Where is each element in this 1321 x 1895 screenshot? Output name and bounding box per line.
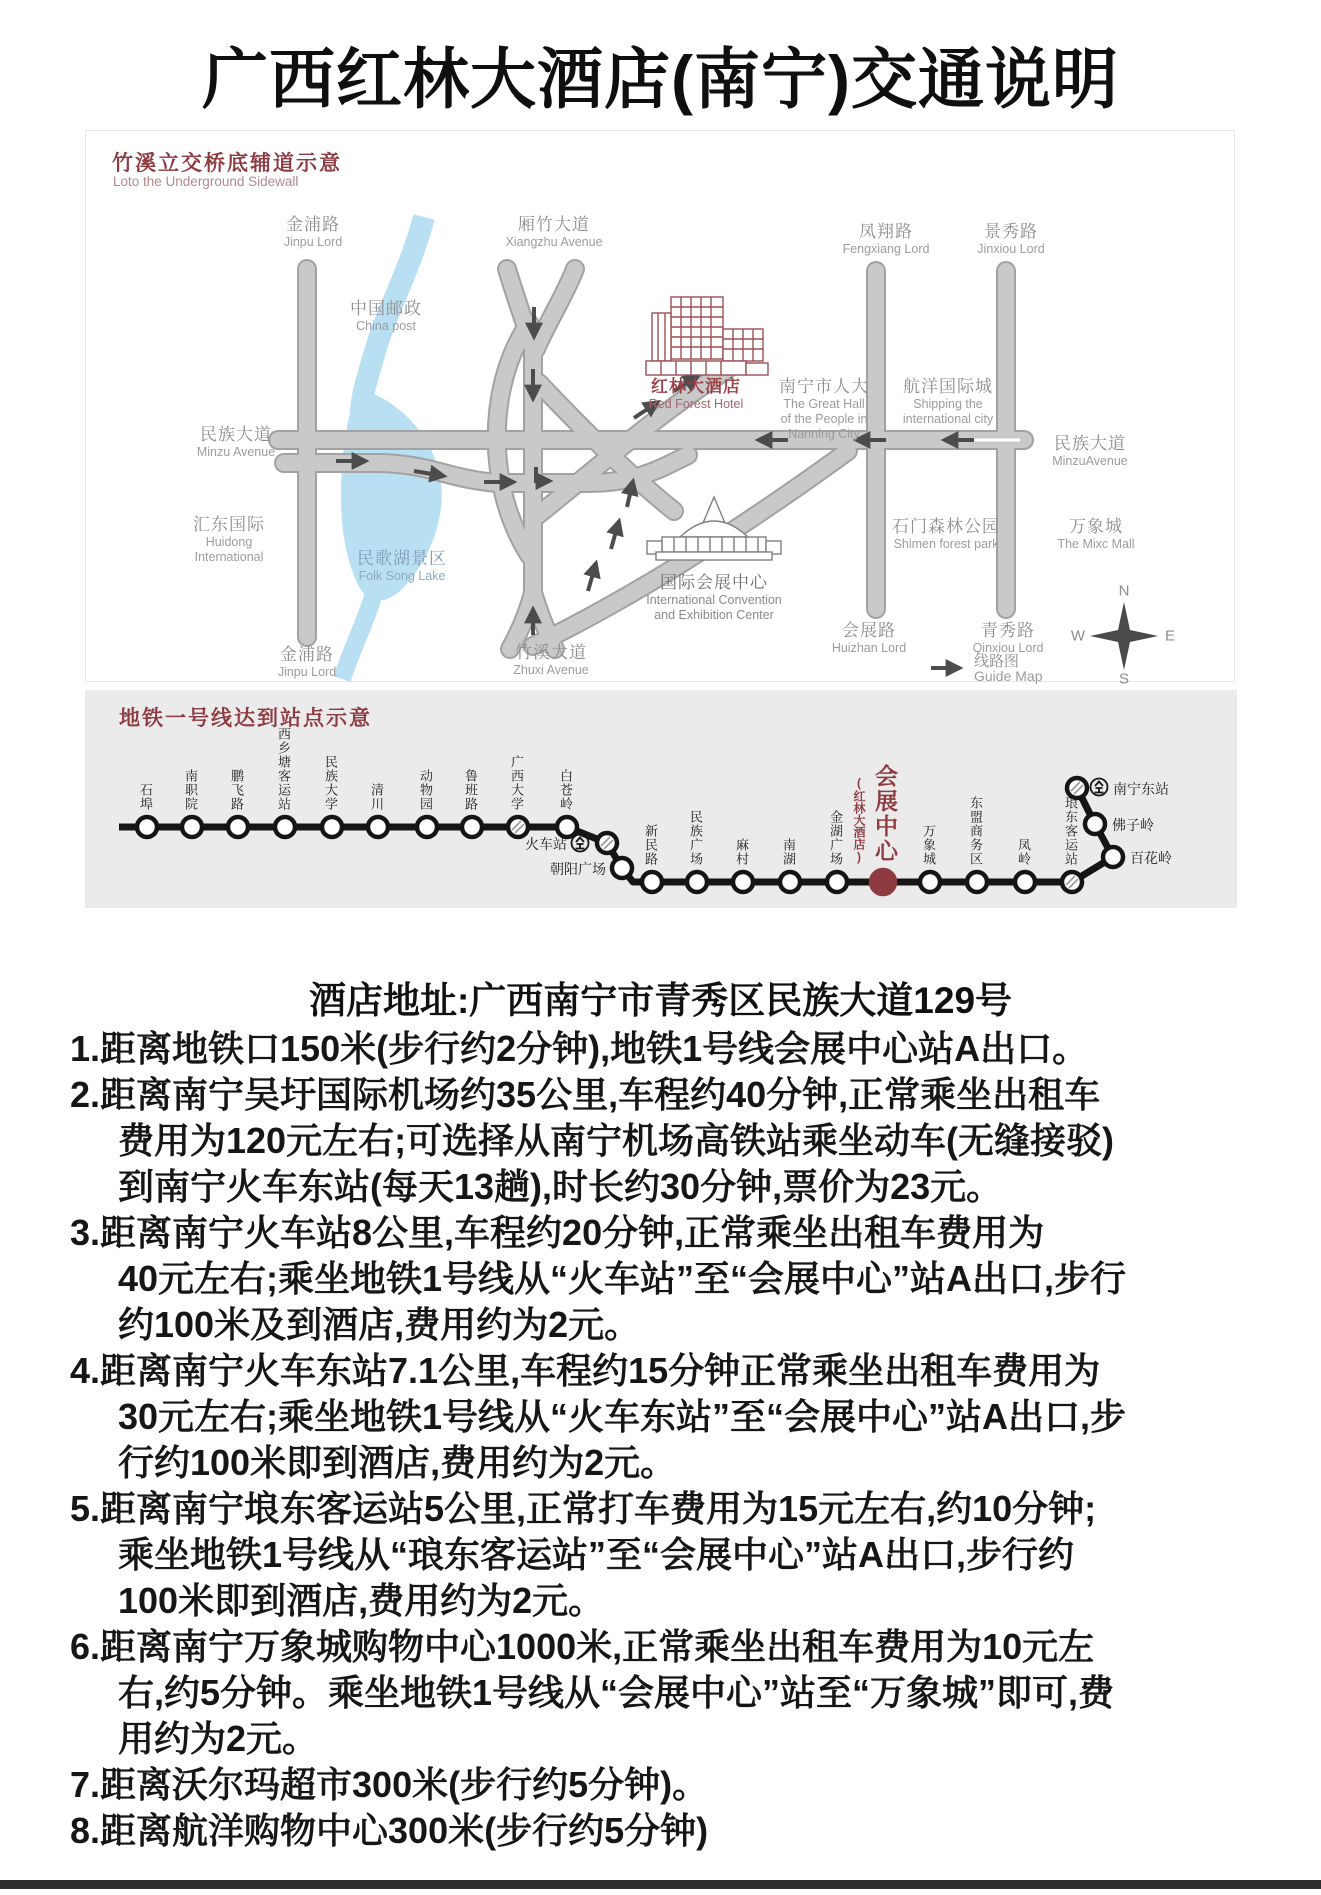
metro-station <box>780 872 800 892</box>
metro-station-label: 凤岭 <box>1016 838 1031 866</box>
compass-n: N <box>1118 582 1130 600</box>
metro-station <box>1062 872 1082 892</box>
list-item <box>70 1762 1262 1808</box>
metro-station-label: 广西大学 <box>509 755 524 811</box>
legend-label-en: Guide Map <box>974 668 1043 684</box>
list-item-line: 5.距离南宁埌东客运站5公里,正常打车费用为15元左右,约10分钟; <box>70 1488 1097 1529</box>
map-label: 厢竹大道 Xiangzhu Avenue <box>505 215 603 250</box>
metro-station-sublabel: (红林大酒店) <box>852 776 866 864</box>
map-label: 民族大道 Minzu Avenue <box>196 425 276 460</box>
railway-icon <box>1091 779 1108 796</box>
hotel-building-icon <box>646 297 768 375</box>
map-label: 南宁市人大 The Great Hall of the People in Nanning City <box>779 377 869 441</box>
transport-list <box>70 1026 1262 1854</box>
map-label: 航洋国际城 Shipping the international city <box>902 377 994 426</box>
metro-station <box>827 872 847 892</box>
metro-station <box>612 858 632 878</box>
list-item-line: 1.距离地铁口150米(步行约2分钟),地铁1号线会展中心站A出口。 <box>70 1028 1089 1069</box>
hotel-address: 酒店地址:广西南宁市青秀区民族大道129号 <box>308 980 1013 1021</box>
metro-station <box>137 817 157 837</box>
compass-e: E <box>1164 627 1176 645</box>
list-item-line: 约100米及到酒店,费用约为2元。 <box>118 1304 641 1345</box>
list-item <box>70 1026 1262 1072</box>
list-item-line: 乘坐地铁1号线从“琅东客运站”至“会展中心”站A出口,步行约 <box>118 1534 1075 1575</box>
map-label: 会展路 Huizhan Lord <box>831 621 907 656</box>
map-label: 中国邮政 China post <box>350 299 422 334</box>
metro-station <box>1015 872 1035 892</box>
metro-station-label: 朝阳广场 <box>550 861 606 877</box>
list-item <box>70 1486 1262 1624</box>
list-item-line: 6.距离南宁万象城购物中心1000米,正常乘坐出租车费用为10元左 <box>70 1626 1095 1667</box>
map-label: 民歌湖景区 Folk Song Lake <box>357 549 447 584</box>
metro-station-label: 民族大学 <box>323 755 338 811</box>
metro-station-label: 麻村 <box>734 838 749 866</box>
list-item-line: 费用为120元左右;可选择从南宁机场高铁站乘坐动车(无缝接驳) <box>118 1120 1115 1161</box>
metro-station-label: 火车站 <box>525 836 567 852</box>
metro-station-label: 鲁班路 <box>463 769 478 811</box>
metro-station <box>462 817 482 837</box>
metro-title: 地铁一号线达到站点示意 <box>119 707 372 730</box>
list-item-line: 30元左右;乘坐地铁1号线从“火车东站”至“会展中心”站A出口,步 <box>118 1396 1127 1437</box>
map-label: 万象城 The Mixc Mall <box>1057 517 1135 552</box>
metro-station-label: 西乡塘客运站 <box>276 727 291 811</box>
metro-station-label: 白苍岭 <box>558 769 573 811</box>
metro-station <box>417 817 437 837</box>
compass-w: W <box>1070 627 1086 645</box>
metro-station <box>597 833 617 853</box>
metro-station <box>368 817 388 837</box>
list-item-line: 7.距离沃尔玛超市300米(步行约5分钟)。 <box>70 1764 709 1805</box>
metro-station-label: 南职院 <box>183 769 198 811</box>
map-label: 竹溪大道 Zhuxi Avenue <box>513 643 589 678</box>
list-item <box>70 1348 1262 1486</box>
metro-station-label: 百花岭 <box>1130 850 1172 866</box>
map-title-zh: 竹溪立交桥底辅道示意 <box>112 152 342 175</box>
list-item-line: 8.距离航洋购物中心300米(步行约5分钟) <box>70 1810 709 1851</box>
metro-station-label-highlight: 会展中心 <box>872 764 898 864</box>
metro-station-label: 动物园 <box>418 769 433 811</box>
page-title: 广西红林大酒店(南宁)交通说明 <box>202 42 1119 116</box>
metro-station-label: 佛子岭 <box>1112 817 1154 833</box>
metro-station <box>322 817 342 837</box>
list-item <box>70 1072 1262 1210</box>
list-item-line: 到南宁火车东站(每天13趟),时长约30分钟,票价为23元。 <box>118 1166 1003 1207</box>
metro-station-label: 鹏飞路 <box>229 769 244 811</box>
metro-station <box>642 872 662 892</box>
map-label: 红林大酒店 Red Forest Hotel <box>648 377 744 412</box>
metro-diagram <box>85 690 1237 908</box>
page-bottom-edge <box>0 1880 1321 1889</box>
list-item-line: 行约100米即到酒店,费用约为2元。 <box>118 1442 677 1483</box>
metro-station-label: 南湖 <box>781 838 796 866</box>
metro-station-label: 万象城 <box>921 824 936 866</box>
metro-station-label: 清川 <box>369 783 384 811</box>
list-item <box>70 1210 1262 1348</box>
list-item-line: 右,约5分钟。乘坐地铁1号线从“会展中心”站至“万象城”即可,费 <box>118 1672 1115 1713</box>
metro-station <box>1067 778 1087 798</box>
map-label: 石门森林公园 Shimen forest park <box>892 517 1000 552</box>
metro-station-label: 新民路 <box>643 824 658 866</box>
map-label: 民族大道 MinzuAvenue <box>1052 434 1128 469</box>
compass-s: S <box>1118 670 1130 688</box>
metro-station <box>182 817 202 837</box>
metro-station <box>1085 814 1105 834</box>
map-title-en: Loto the Underground Sidewall <box>113 174 299 189</box>
railway-icon <box>572 835 589 852</box>
list-item-line: 用约为2元。 <box>118 1718 319 1759</box>
map-label: 凤翔路 Fengxiang Lord <box>842 222 930 257</box>
map-label: 金浦路 Jinpu Lord <box>277 645 337 680</box>
list-item-line: 40元左右;乘坐地铁1号线从“火车站”至“会展中心”站A出口,步行 <box>118 1258 1127 1299</box>
map-label: 汇东国际 Huidong International <box>193 515 265 564</box>
metro-station <box>871 870 895 894</box>
map-label: 金浦路 Jinpu Lord <box>283 215 343 250</box>
metro-station-label: 东盟商务区 <box>968 796 983 866</box>
compass-icon <box>1090 602 1158 670</box>
metro-station-label: 南宁东站 <box>1113 781 1169 797</box>
metro-station-label: 金湖广场 <box>828 810 843 866</box>
metro-station-label: 琅东客运站 <box>1063 796 1078 866</box>
list-item-line: 100米即到酒店,费用约为2元。 <box>118 1580 605 1621</box>
map-label: 青秀路 Qinxiou Lord <box>972 621 1044 656</box>
list-item-line: 4.距离南宁火车东站7.1公里,车程约15分钟正常乘坐出租车费用为 <box>70 1350 1101 1391</box>
list-item-line: 2.距离南宁吴圩国际机场约35公里,车程约40分钟,正常乘坐出租车 <box>70 1074 1101 1115</box>
metro-station-label: 石埠 <box>138 783 153 811</box>
metro-station <box>733 872 753 892</box>
map-label: 景秀路 Jinxiou Lord <box>977 222 1045 257</box>
metro-station <box>687 872 707 892</box>
road-map <box>85 130 1235 688</box>
metro-station <box>275 817 295 837</box>
metro-station <box>920 872 940 892</box>
list-item <box>70 1624 1262 1762</box>
list-item-line: 3.距离南宁火车站8公里,车程约20分钟,正常乘坐出租车费用为 <box>70 1212 1045 1253</box>
metro-station <box>967 872 987 892</box>
metro-station <box>228 817 248 837</box>
metro-station <box>1103 847 1123 867</box>
list-item <box>70 1808 1262 1854</box>
map-label: 国际会展中心 International Convention and Exhibition Center <box>646 573 782 622</box>
legend-label-zh: 线路图 <box>974 653 1020 670</box>
metro-station-label: 民族广场 <box>688 810 703 866</box>
